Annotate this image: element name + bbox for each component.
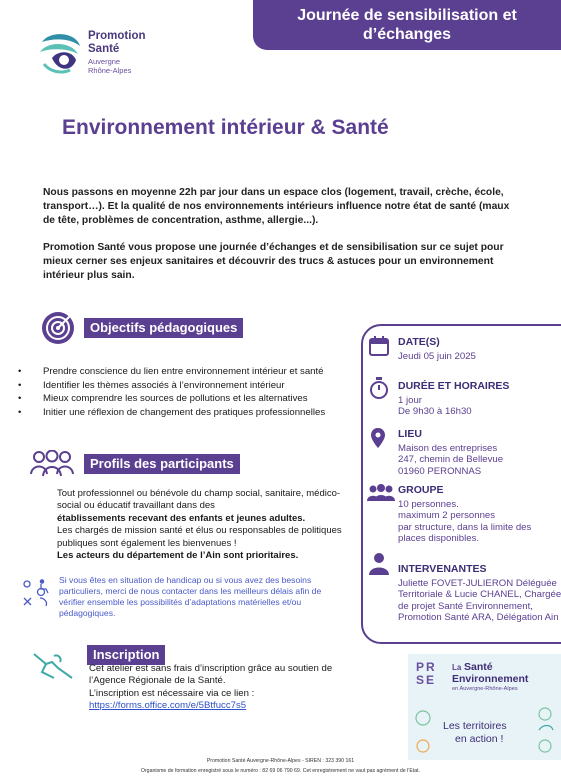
footer-line-2: Organisme de formation enregistré sous le numéro : 82 69 06 790 69. Cet enregistrement ne vaut pas agrément de l’Etat.: [140, 768, 421, 774]
header-banner: [253, 0, 561, 50]
intervenantes-text: Juliette FOVET-JULIERON Déléguée Territoriale & Lucie CHANEL, Chargée de projet Santé Environnement, Promotion Santé ARA, Délégation Ain: [398, 577, 561, 624]
poster-region: en Auvergne-Rhône-Alpes: [452, 686, 518, 692]
poster-illustration: [413, 706, 556, 758]
duree-block: [398, 381, 509, 418]
banner-line-1: Journée de sensibilisation et: [297, 7, 517, 24]
objectifs-list: [18, 365, 358, 419]
lieu-line-3: 01960 PERONNAS: [398, 465, 482, 477]
logo-line-2: Santé: [88, 43, 120, 55]
poster-environnement: Environnement: [452, 673, 529, 685]
lieu-block: [398, 429, 503, 477]
list-item: • Initier une réflexion de changement des pratiques professionnelles: [18, 406, 358, 420]
intervenantes-block: [398, 564, 561, 624]
inscription-text: [89, 663, 339, 712]
location-pin-icon: [371, 428, 385, 448]
date-label: DATE(S): [398, 336, 440, 348]
profils-text: [57, 488, 347, 562]
intro-paragraph-1: Nous passons en moyenne 22h par jour dans un espace clos (logement, travail, crèche, école, transport…). Et la qualité de nos environnements intérieurs influence notre état de santé (maux de tête, problèmes de concentration, asthme, allergie...).: [43, 187, 510, 226]
accessibility-icon: [22, 578, 54, 608]
date-value: Jeudi 05 juin 2025: [398, 350, 476, 362]
inscription-link[interactable]: https://forms.office.com/e/5Btfucc7s5: [89, 699, 247, 711]
inscription-line-1: Cet atelier est sans frais d’inscription grâce au soutien de l’Agence Régionale de la Santé.: [89, 663, 333, 687]
profils-line-1: Tout professionnel ou bénévole du champ social, sanitaire, médico-social ou éducatif travaillant dans des: [57, 488, 341, 512]
logo-line-3: Auvergne: [88, 57, 121, 66]
logo-line-1: Promotion: [88, 30, 146, 42]
group-icon: [366, 484, 396, 502]
page-title: Environnement intérieur & Santé: [62, 116, 389, 139]
banner-line-2: d’échanges: [362, 26, 452, 43]
objectifs-label: Objectifs pédagogiques: [84, 318, 243, 338]
intro-text: [43, 186, 521, 283]
logo-swirl-icon: [36, 28, 86, 78]
footer-line-1: Promotion Santé Auvergne-Rhône-Alpes - SIREN : 323 390 161: [206, 758, 355, 764]
person-icon: [369, 553, 389, 575]
handicap-notice: Si vous êtes en situation de handicap ou si vous avez des besoins particuliers, merci de nous contacter dans les meilleurs délais afin de vérifier ensemble les possibilités d’adaptations matérielles et/ou pédagogiques.: [59, 575, 322, 618]
list-item: • Identifier les thèmes associés à l’environnement intérieur: [18, 379, 358, 393]
list-item: • Prendre conscience du lien entre environnement intérieur et santé: [18, 365, 358, 379]
people-icon: [30, 450, 74, 478]
poster-la: La: [452, 663, 462, 672]
calendar-icon: [369, 336, 389, 356]
groupe-line-4: places disponibles.: [398, 533, 480, 545]
inscription-label: Inscription: [87, 645, 165, 665]
profils-label: Profils des participants: [84, 454, 240, 474]
duree-line-2: De 9h30 à 16h30: [398, 406, 472, 418]
profils-line-2: établissements recevant des enfants et jeunes adultes.: [57, 512, 306, 524]
target-icon: [40, 310, 76, 346]
duree-label: DURÉE ET HORAIRES: [398, 380, 510, 392]
poster-tagline-2: en action !: [455, 733, 504, 745]
inscription-line-2: L’inscription est nécessaire via ce lien :: [89, 687, 255, 699]
promotion-sante-logo: [36, 28, 176, 80]
poster-sante: Santé: [464, 661, 493, 673]
lieu-line-1: Maison des entreprises: [398, 442, 498, 454]
groupe-line-3: par structure, dans la limite des: [398, 521, 532, 533]
logo-line-4: Rhône-Alpes: [88, 66, 132, 75]
stopwatch-icon: [369, 376, 389, 400]
objectifs-heading: [40, 310, 243, 346]
profils-heading: [30, 450, 240, 478]
profils-line-3: Les chargés de mission santé et élus ou responsables de politiques publiques sont également les bienvenues !: [57, 525, 342, 549]
profils-line-4: Les acteurs du département de l’Ain sont prioritaires.: [57, 550, 299, 562]
intervenantes-label: INTERVENANTES: [398, 563, 487, 575]
date-block: [398, 337, 476, 362]
groupe-block: [398, 485, 531, 545]
groupe-line-1: 10 personnes.: [398, 498, 459, 510]
lieu-line-2: 247, chemin de Bellevue: [398, 454, 504, 466]
groupe-label: GROUPE: [398, 484, 444, 496]
lieu-label: LIEU: [398, 428, 422, 440]
prse-mark: PRSE: [416, 660, 437, 687]
signature-hand-icon: [32, 648, 76, 682]
groupe-line-2: maximum 2 personnes: [398, 510, 496, 522]
sante-environnement-poster: [408, 654, 561, 760]
duree-line-1: 1 jour: [398, 394, 422, 406]
poster-tagline-1: Les territoires: [443, 720, 507, 732]
list-item: • Mieux comprendre les sources de pollutions et les alternatives: [18, 392, 358, 406]
intro-paragraph-2: Promotion Santé vous propose une journée d’échanges et de sensibilisation sur ce sujet pour mieux cerner ses enjeux sanitaires et découvrir des trucs & astuces pour un environnement intérieur plus sain.: [43, 242, 504, 281]
